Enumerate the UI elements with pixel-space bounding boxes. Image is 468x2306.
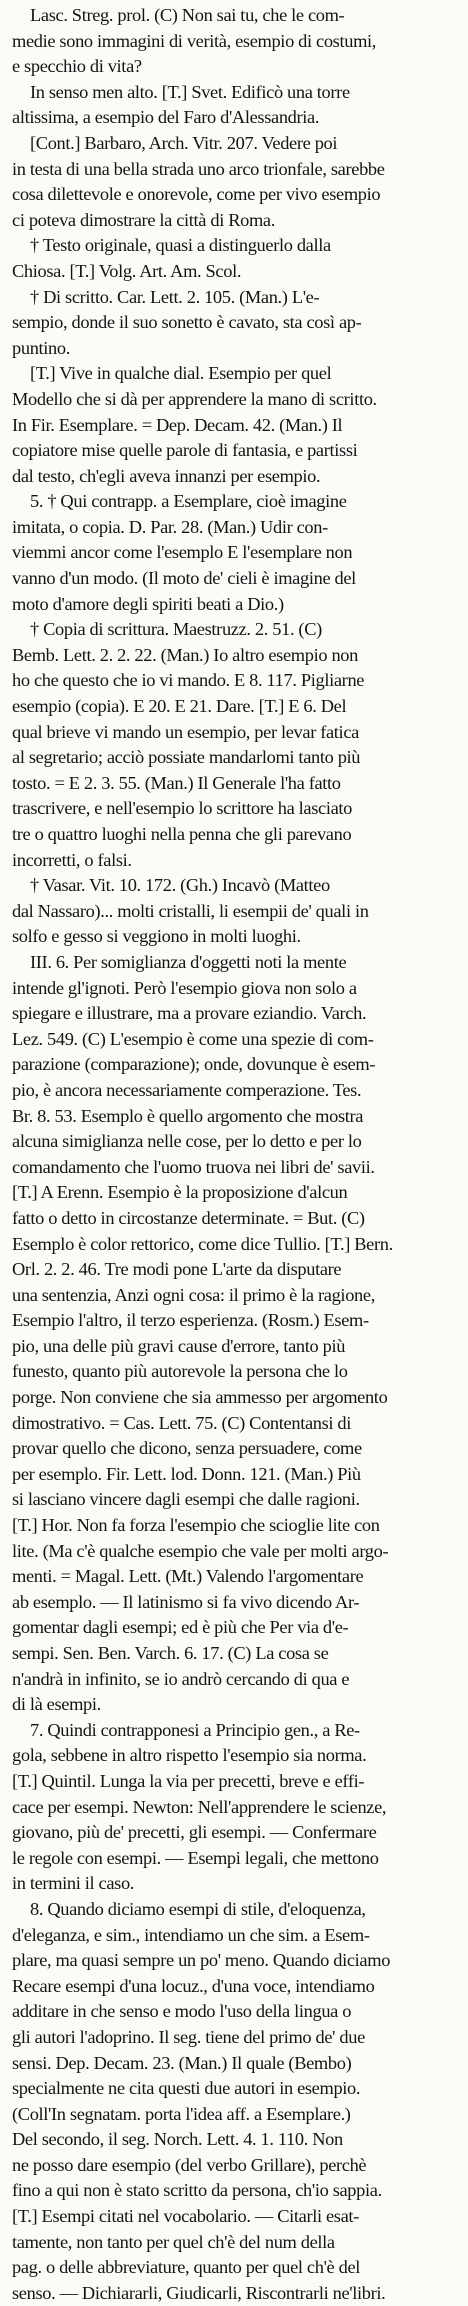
text-line: incorretti, o falsi. xyxy=(12,849,132,870)
text-line: copiatore mise quelle parole di fantasia, e partissi xyxy=(12,440,358,461)
text-line: Modello che si dà per apprendere la mano di scritto. xyxy=(12,388,377,409)
text-line: le regole con esempi. — Esempi legali, che mettono xyxy=(12,1847,379,1868)
text-line: pio, una delle più gravi cause d'errore, tanto più xyxy=(12,1335,346,1356)
text-line: [T.] Hor. Non fa forza l'esempio che scioglie lite con xyxy=(12,1515,380,1536)
text-line: [T.] Esempi citati nel vocabolario. — Citarli esat- xyxy=(12,2206,359,2227)
text-line: spiegare e illustrare, ma a provare eziandio. Varch. xyxy=(12,1003,367,1024)
text-line: Esemplo è color rettorico, come dice Tullio. [T.] Bern. xyxy=(12,1233,393,1254)
text-line: senso. — Dichiararli, Giudicarli, Riscontrarli ne'libri. xyxy=(12,2282,386,2303)
text-line: sensi. Dep. Decam. 23. (Man.) Il quale (Bembo) xyxy=(12,2052,352,2073)
text-line: cace per esempi. Newton: Nell'apprendere le scienze, xyxy=(12,1796,387,1817)
text-line: Chiosa. [T.] Volg. Art. Am. Scol. xyxy=(12,260,242,281)
text-line: imitata, o copia. D. Par. 28. (Man.) Udir con- xyxy=(12,516,328,537)
text-line: di là esempi. xyxy=(12,1694,101,1715)
text-line: in testa di una bella strada uno arco trionfale, sarebbe xyxy=(12,158,385,179)
text-line: gomentar dagli esempi; ed è più che Per via d'e- xyxy=(12,1617,349,1638)
text-line: trascrivere, e nell'esempio lo scrittore ha lasciato xyxy=(12,798,353,819)
text-line: giovano, più de' precetti, gli esempi. — Confermare xyxy=(12,1822,377,1843)
text-line: dal testo, ch'egli aveva innanzi per esempio. xyxy=(12,465,321,486)
text-line: III. 6. Per somiglianza d'oggetti noti la mente xyxy=(30,951,347,972)
text-line: menti. = Magal. Lett. (Mt.) Valendo l'argomentare xyxy=(12,1566,364,1587)
text-line: porge. Non conviene che sia ammesso per argomento xyxy=(12,1387,388,1408)
text-line: lite. (Ma c'è qualche esempio che vale per molti argo- xyxy=(12,1540,389,1561)
text-line: solfo e gesso si veggiono in molti luoghi. xyxy=(12,926,301,947)
text-line: parazione (comparazione); onde, dovunque è esem- xyxy=(12,1054,376,1075)
text-line: tre o quattro luoghi nella penna che gli parevano xyxy=(12,824,352,844)
text-line: 5. † Qui contrapp. a Esemplare, cioè imagine xyxy=(30,491,347,512)
text-line: Bemb. Lett. 2. 2. 22. (Man.) Io altro esempio non xyxy=(12,644,358,665)
text-line: In senso men alto. [T.] Svet. Edificò una torre xyxy=(30,81,350,102)
text-line: ab esemplo. — Il latinismo si fa vivo dicendo Ar- xyxy=(12,1591,360,1612)
text-line: al segretario; acciò possiate mandarlomi tanto più xyxy=(12,747,361,768)
text-line: [Cont.] Barbaro, Arch. Vitr. 207. Vedere poi xyxy=(30,132,338,153)
text-line: pio, è ancora necessariamente comperazione. Tes. xyxy=(12,1079,362,1100)
text-line: qual brieve vi mando un esempio, per levar fatica xyxy=(12,721,359,742)
text-line: si lasciano vincere dagli esempi che dalle ragioni. xyxy=(12,1489,360,1510)
text-line: pag. o delle abbreviature, quanto per quel ch'è del xyxy=(12,2257,361,2278)
text-line: tosto. = E 2. 3. 55. (Man.) Il Generale l'ha fatto xyxy=(12,772,341,793)
text-line: d'eleganza, e sim., intendiamo un che sim. a Esem- xyxy=(12,1924,370,1945)
text-line: alcuna simiglianza nelle cose, per lo detto e per lo xyxy=(12,1131,362,1152)
text-line: esempio (copia). E 20. E 21. Dare. [T.] E 6. Del xyxy=(12,696,347,717)
text-line: medie sono immagini di verità, esempio di costumi, xyxy=(12,30,377,51)
text-line: specialmente ne cita questi due autori in esempio. xyxy=(12,2078,361,2099)
text-line: una sentenzia, Anzi ogni cosa: il primo è la ragione, xyxy=(12,1284,375,1305)
text-line: altissima, a esempio del Faro d'Alessandria. xyxy=(12,107,320,128)
text-line: ho che questo che io vi mando. E 8. 117. Pigliarne xyxy=(12,670,365,691)
text-line: sempio, donde il suo sonetto è cavato, sta così ap- xyxy=(12,312,362,333)
text-line: provar quello che dicono, senza persuadere, come xyxy=(12,1438,362,1459)
text-line: In Fir. Esemplare. = Dep. Decam. 42. (Man.) Il xyxy=(12,414,343,435)
text-line: comandamento che l'uomo truova nei libri de' savii. xyxy=(12,1156,375,1177)
text-line: in termini il caso. xyxy=(12,1873,135,1894)
text-line: Lasc. Streg. prol. (C) Non sai tu, che le com- xyxy=(30,5,345,25)
text-line: (Coll'In segnatam. porta l'idea aff. a Esemplare.) xyxy=(12,2103,351,2124)
text-line: fatto o detto in circostanze determinate. = But. (C) xyxy=(12,1207,365,1228)
text-line: † Copia di scrittura. Maestruzz. 2. 51. (C) xyxy=(30,619,322,640)
text-line: [T.] A Erenn. Esempio è la proposizione d'alcun xyxy=(12,1182,348,1203)
text-line: [T.] Vive in qualche dial. Esempio per quel xyxy=(30,363,332,384)
text-line: 8. Quando diciamo esempi di stile, d'eloquenza, xyxy=(30,1898,366,1919)
text-line: 7. Quindi contrapponesi a Principio gen., a Re- xyxy=(30,1719,360,1740)
text-line: plare, ma quasi sempre un po' meno. Quando diciamo xyxy=(12,1950,391,1971)
text-line: gli autori l'adoprino. Il seg. tiene del primo de' due xyxy=(12,2026,365,2047)
text-line: gola, sebbene in altro rispetto l'esempio sia norma. xyxy=(12,1745,367,1766)
text-line: intende gl'ignoti. Però l'esempio giova non solo a xyxy=(12,977,357,998)
text-line: per esemplo. Fir. Lett. lod. Donn. 121. (Man.) Più xyxy=(12,1463,361,1484)
text-line: fino a qui non è stato scritto da persona, ch'io sappia. xyxy=(12,2180,382,2201)
text-line: moto d'amore degli spiriti beati a Dio.) xyxy=(12,593,284,614)
text-line: † Di scritto. Car. Lett. 2. 105. (Man.) L'e- xyxy=(30,286,320,307)
text-line: [T.] Quintil. Lunga la via per precetti, breve e effi- xyxy=(12,1770,365,1791)
text-line: † Testo originale, quasi a distinguerlo dalla xyxy=(30,235,331,256)
text-line: dal Nassaro)... molti cristalli, li esempii de' quali in xyxy=(12,900,369,921)
text-line: additare in che senso e modo l'uso della lingua o xyxy=(12,2001,352,2022)
text-line: Lez. 549. (C) L'esempio è come una spezie di com- xyxy=(12,1028,374,1049)
text-line: ne posso dare esempio (del verbo Grillare), perchè xyxy=(12,2154,367,2175)
text-line: Esempio l'altro, il terzo esperienza. (Rosm.) Esem- xyxy=(12,1310,369,1331)
text-line: n'andrà in infinito, se io andrò cercando di qua e xyxy=(12,1668,350,1689)
text-line: Orl. 2. 2. 46. Tre modi pone L'arte da disputare xyxy=(12,1259,342,1280)
text-line: viemmi ancor come l'esemplo E l'esemplare non xyxy=(12,542,353,563)
text-line: vanno d'un modo. (Il moto de' cieli è imagine del xyxy=(12,568,356,589)
text-line: Recare esempi d'una locuz., d'una voce, intendiamo xyxy=(12,1975,375,1996)
text-line: ci poteva dimostrare la città di Roma. xyxy=(12,209,275,230)
text-line: cosa dilettevole e onorevole, come per vivo esempio xyxy=(12,184,381,205)
text-line: funesto, quanto più autorevole la persona che lo xyxy=(12,1361,348,1382)
text-line: sempi. Sen. Ben. Varch. 6. 17. (C) La cosa se xyxy=(12,1643,329,1663)
text-line: Br. 8. 53. Esemplo è quello argomento che mostra xyxy=(12,1105,364,1126)
text-line: Del secondo, il seg. Norch. Lett. 4. 1. 110. Non xyxy=(12,2129,343,2150)
text-line: dimostrativo. = Cas. Lett. 75. (C) Contentansi di xyxy=(12,1412,352,1433)
text-line: † Vasar. Vit. 10. 172. (Gh.) Incavò (Matteo xyxy=(30,875,330,896)
text-line: e specchio di vita? xyxy=(12,56,142,77)
text-line: puntino. xyxy=(12,337,70,358)
text-line: tamente, non tanto per quel ch'è del num della xyxy=(12,2231,335,2252)
